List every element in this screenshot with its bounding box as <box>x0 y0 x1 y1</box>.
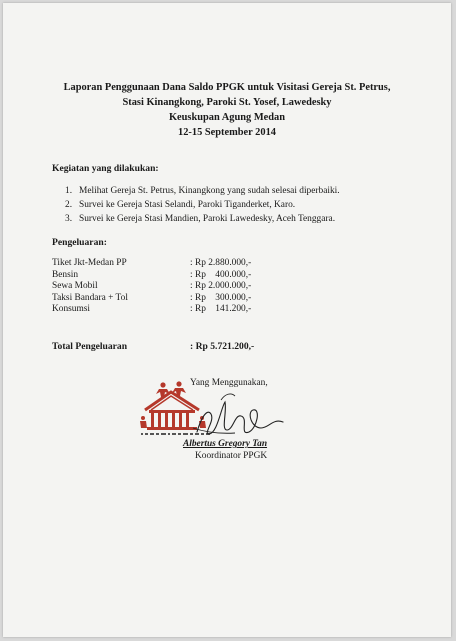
table-row <box>52 270 312 282</box>
title-line-1: Laporan Penggunaan Dana Saldo PPGK untuk Visitasi Gereja St. Petrus, <box>63 82 391 93</box>
activities-heading: Kegiatan yang dilakukan: <box>52 163 159 174</box>
item-text: Melihat Gereja St. Petrus, Kinangkong yang sudah selesai diperbaiki. <box>79 186 340 196</box>
expense-label: Sewa Mobil <box>52 281 98 291</box>
handwritten-signature <box>191 388 291 443</box>
table-row <box>52 304 312 316</box>
title-line-4: 12-15 September 2014 <box>178 127 276 138</box>
signer-role: Koordinator PPGK <box>195 451 268 461</box>
list-item <box>65 184 340 198</box>
expense-amount: : Rp 300.000,- <box>190 292 252 303</box>
expenses-heading: Pengeluaran: <box>52 237 107 248</box>
item-text: Survei ke Gereja Stasi Selandi, Paroki Tiganderket, Karo. <box>79 200 296 210</box>
total-label: Total Pengeluaran <box>52 341 128 352</box>
signature-graphic <box>191 388 291 443</box>
item-number: 1. <box>65 186 73 196</box>
expenses-table <box>52 258 312 316</box>
item-text: Survei ke Gereja Stasi Mandien, Paroki Lawedesky, Aceh Tenggara. <box>79 214 336 224</box>
table-row <box>52 293 312 305</box>
item-number: 3. <box>65 214 73 224</box>
total-row <box>52 341 312 354</box>
item-number: 2. <box>65 200 73 210</box>
document-page <box>3 3 451 637</box>
list-item <box>65 212 340 226</box>
expense-amount: : Rp 141.200,- <box>190 304 252 314</box>
list-item <box>65 198 340 212</box>
expense-label: Taksi Bandara + Tol <box>52 292 128 303</box>
expense-amount: : Rp 2.880.000,- <box>190 258 252 268</box>
total-amount: : Rp 5.721.200,- <box>190 341 255 352</box>
table-row <box>52 281 312 293</box>
expense-label: Tiket Jkt-Medan PP <box>52 258 127 268</box>
table-row <box>52 258 312 270</box>
expense-amount: : Rp 400.000,- <box>190 269 252 280</box>
closing-text: Yang Menggunakan, <box>190 378 268 388</box>
title-line-3: Keuskupan Agung Medan <box>168 112 286 123</box>
report-title <box>3 80 451 140</box>
expense-amount: : Rp 2.000.000,- <box>190 281 252 291</box>
expense-label: Konsumsi <box>52 304 91 314</box>
expense-label: Bensin <box>52 269 79 280</box>
title-line-2: Stasi Kinangkong, Paroki St. Yosef, Lawedesky <box>122 97 332 108</box>
signer-name: Albertus Gregory Tan <box>183 439 268 449</box>
activities-list <box>65 184 340 226</box>
